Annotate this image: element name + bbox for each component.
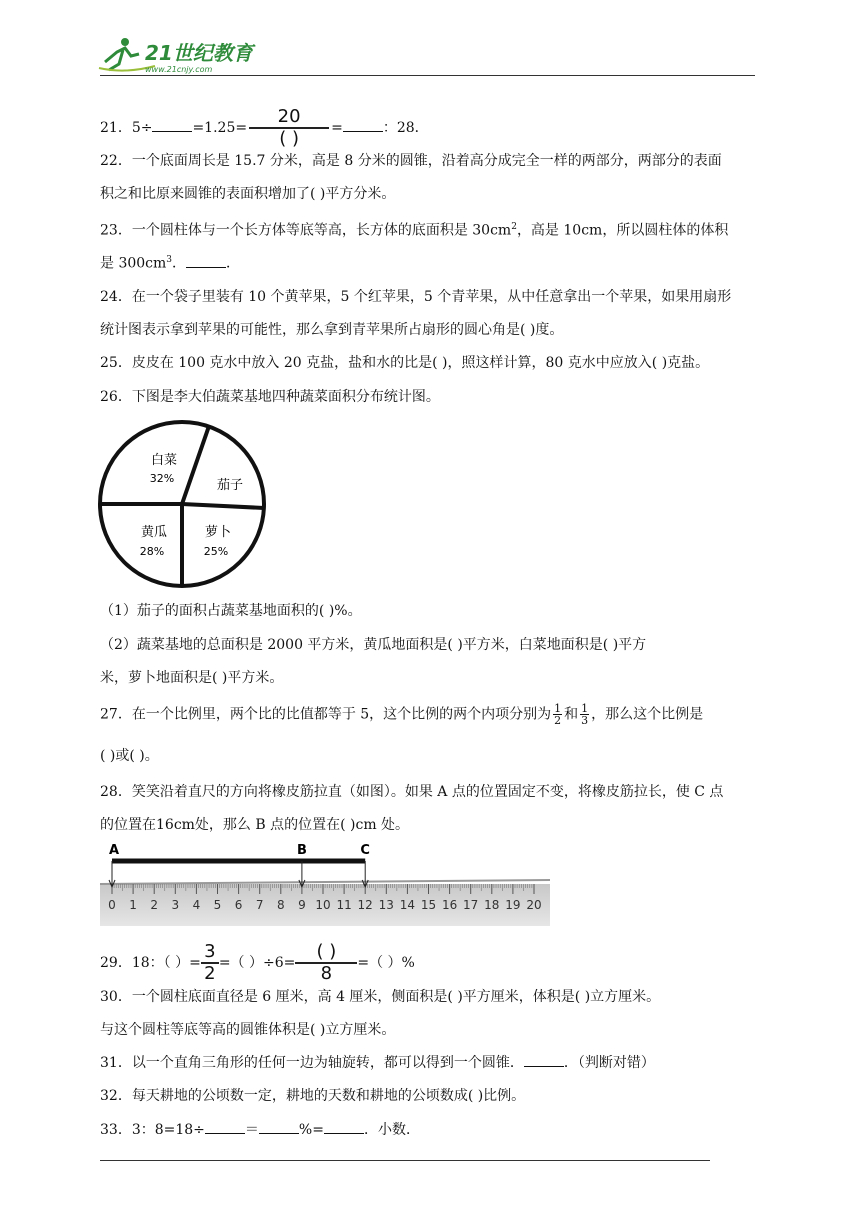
fraction: $\frac{20}{( )}$ <box>249 107 329 149</box>
slice-label-luobo: 萝卜 <box>204 525 232 540</box>
answer-blank <box>324 1119 364 1134</box>
answer-blank <box>343 117 383 132</box>
slice-label-qiezi: 茄子 <box>216 478 244 493</box>
question-31: 31．以一个直角三角形的任何一边为轴旋转，都可以得到一个圆锥． ．（判断对错） <box>100 1052 655 1074</box>
question-28-line2: 的位置在16cm处，那么 B 点的位置在( )cm 处。 <box>100 817 410 833</box>
fraction-half: $\frac{1}{2}$ <box>554 702 562 727</box>
ruler-tick-label: 7 <box>255 898 264 912</box>
ruler-points <box>109 843 370 887</box>
ruler-tick-label: 20 <box>526 898 542 912</box>
slice-value-huanggua: 28% <box>139 545 165 558</box>
ruler-tick-label: 1 <box>129 898 137 912</box>
question-23-line1: 23．一个圆柱体与一个长方体等底等高，长方体的底面积是 $30cm^2$，高是 10cm，所以圆柱体的体积 <box>100 222 729 239</box>
footer-divider <box>100 1160 710 1161</box>
ruler-tick-label: 9 <box>298 898 306 912</box>
question-33: 33．3：8=18÷ ＝ %= ．小数． <box>100 1119 420 1141</box>
fraction-third: $\frac{1}{3}$ <box>581 702 589 727</box>
question-21: 21．5÷ =1.25= $\frac{20}{( )}$ = ：28． <box>100 106 429 149</box>
question-30-line1: 30．一个圆柱底面直径是 6 厘米，高 4 厘米，侧面积是( )平方厘米，体积是( )立方厘米。 <box>100 989 661 1005</box>
question-22-line1: 22．一个底面周长是 15.7 分米，高是 8 分米的圆锥，沿着高分成完全一样的两部分，两部分的表面 <box>100 153 722 169</box>
question-26-sub2-line2: 米，萝卜地面积是( )平方米。 <box>100 670 284 686</box>
header-divider <box>100 75 755 76</box>
fraction-over-eight: $\frac{( )}{8}$ <box>295 942 357 984</box>
question-24-line2: 统计图表示拿到苹果的可能性，那么拿到青苹果所占扇形的圆心角是( )度。 <box>100 322 564 338</box>
ruler-figure <box>100 840 552 928</box>
logo-url: www.21cnjy.com <box>145 65 213 74</box>
slice-value-luobo: 25% <box>203 545 229 558</box>
question-30-line2: 与这个圆柱等底等高的圆锥体积是( )立方厘米。 <box>100 1022 396 1038</box>
question-22-line2: 积之和比原来圆锥的表面积增加了( )平方分米。 <box>100 186 396 202</box>
logo-text: 21世纪教育 <box>145 41 253 65</box>
ruler-tick-label: 18 <box>484 898 500 912</box>
fraction-three-halves: $\frac{3}{2}$ <box>201 942 219 984</box>
site-logo <box>95 34 265 76</box>
ruler-tick-label: 2 <box>150 898 159 912</box>
ruler-tick-label: 3 <box>171 898 180 912</box>
question-26-sub1: （1）茄子的面积占蔬菜基地面积的( )%。 <box>100 603 362 619</box>
point-label-c: C <box>360 843 370 858</box>
ruler-tick-label: 13 <box>378 898 394 912</box>
question-27-line1: 27．在一个比例里，两个比的比值都等于 5，这个比例的两个内项分别为 $\frac{1}{2}$ 和 $\frac{1}{3}$ ，那么这个比例是 <box>100 702 704 727</box>
question-25: 25．皮皮在 100 克水中放入 20 克盐，盐和水的比是( )，照这样计算，80 克水中应放入( )克盐。 <box>100 355 710 371</box>
ruler-tick-label: 11 <box>336 898 352 912</box>
ruler-tick-label: 10 <box>315 898 331 912</box>
question-29: 29．18：（ ）= $\frac{3}{2}$ =（ ）÷6= $\frac{( )}{8}$ =（ ）% <box>100 941 415 984</box>
ruler-tick-label: 4 <box>192 898 201 912</box>
ruler-tick-label: 8 <box>276 898 285 912</box>
answer-blank <box>205 1119 245 1134</box>
ruler-tick-label: 19 <box>505 898 521 912</box>
ruler-tick-label: 5 <box>213 898 222 912</box>
ruler-tick-label: 0 <box>108 898 116 912</box>
answer-blank <box>152 117 192 132</box>
slice-value-baicai: 32% <box>149 472 175 485</box>
question-24-line1: 24．在一个袋子里装有 10 个黄苹果，5 个红苹果，5 个青苹果，从中任意拿出一个苹果，如果用扇形 <box>100 289 732 305</box>
ruler-tick-label: 6 <box>234 898 243 912</box>
slice-label-huanggua: 黄瓜 <box>140 525 168 540</box>
answer-blank <box>259 1119 299 1134</box>
point-label-b: B <box>296 843 307 858</box>
ruler-tick-label: 16 <box>441 898 458 912</box>
answer-blank <box>524 1052 564 1067</box>
point-label-a: A <box>108 843 120 858</box>
question-27-line2: ( )或( )。 <box>100 748 159 764</box>
question-26-sub2-line1: （2）蔬菜基地的总面积是 2000 平方米，黄瓜地面积是( )平方米，白菜地面积是( )平方 <box>100 637 647 653</box>
question-23-line2: 是 $300cm^3$． ． <box>100 249 240 275</box>
question-28-line1: 28．笑笑沿着直尺的方向将橡皮筋拉直（如图）。如果 A 点的位置固定不变，将橡皮筋拉长，使 C 点 <box>100 784 724 800</box>
slice-label-baicai: 白菜 <box>150 453 178 468</box>
ruler-tick-label: 12 <box>357 898 373 912</box>
answer-blank <box>186 253 226 268</box>
question-32: 32．每天耕地的公顷数一定，耕地的天数和耕地的公顷数成( )比例。 <box>100 1088 526 1104</box>
ruler-tick-label: 17 <box>463 898 479 912</box>
ruler-tick-label: 14 <box>399 898 416 912</box>
question-26-intro: 26．下图是李大伯蔬菜基地四种蔬菜面积分布统计图。 <box>100 389 440 405</box>
pie-chart <box>98 420 270 590</box>
ruler-tick-label: 15 <box>420 898 437 912</box>
